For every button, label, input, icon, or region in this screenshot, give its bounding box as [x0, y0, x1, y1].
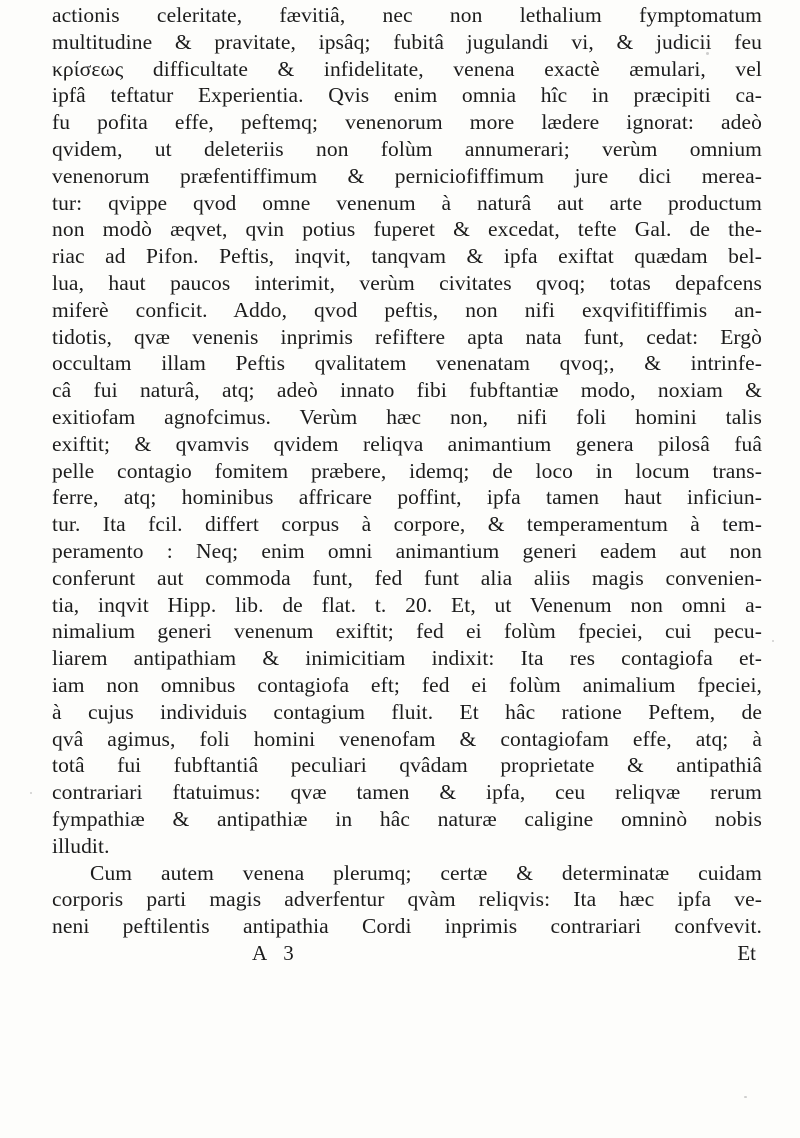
text-line: pelle contagio fomitem præbere, idemq; de loco in locum trans-	[52, 458, 762, 483]
text-line: peramento : Neq; enim omni animantium generi eadem aut non	[52, 538, 762, 563]
text-line: non modò æqvet, qvin potius fuperet & excedat, tefte Gal. de the-	[52, 217, 762, 242]
text-line: fympathiæ & antipathiæ in hâc naturæ caligine omninò nobis	[52, 806, 762, 831]
text-line: conferunt aut commoda funt, fed funt alia aliis magis convenien-	[52, 565, 762, 590]
paragraph-end-line: illudit.	[52, 833, 110, 858]
text-line: miferè conficit. Addo, qvod peftis, non nifi exqvifitiffimis an-	[52, 297, 762, 322]
text-line: totâ fui fubftantiâ peculiari qvâdam proprietate & antipathiâ	[52, 753, 762, 778]
text-line: fu pofita effe, peftemq; venenorum more lædere ignorat: adeò	[52, 110, 762, 135]
text-line: qvidem, ut deleteriis non folùm annumerari; verùm omnium	[52, 136, 762, 161]
text-line: corporis parti magis adverfentur qvàm reliqvis: Ita hæc ipfa ve-	[52, 887, 762, 912]
text-line: tur: qvippe qvod omne venenum à naturâ aut arte productum	[52, 190, 762, 215]
page-footer	[52, 940, 762, 966]
text-line: actionis celeritate, fævitiâ, nec non lethalium fymptomatum	[52, 3, 762, 27]
text-line: venenorum præfentiffimum & perniciofiffimum jure dici merea-	[52, 163, 762, 188]
text-line: lua, haut paucos interimit, verùm civitates qvoq; totas depafcens	[52, 270, 762, 295]
body-text	[52, 2, 762, 966]
paragraph-first-line: Cum autem venena plerumq; certæ & determinatæ cuidam	[90, 860, 762, 885]
text-line: exiftit; & qvamvis qvidem reliqva animantium genera pilosâ fuâ	[52, 431, 762, 456]
text-line: riac ad Pifon. Peftis, inqvit, tanqvam & ipfa exiftat quædam bel-	[52, 244, 762, 269]
text-line: qvâ agimus, foli homini venenofam & contagiofam effe, atq; à	[52, 726, 762, 751]
signature-mark: A 3	[252, 940, 300, 965]
text-line: tur. Ita fcil. differt corpus à corpore, & temperamentum à tem-	[52, 512, 762, 537]
text-line: neni peftilentis antipathia Cordi inprimis contrariari confvevit.	[52, 914, 762, 939]
text-line: liarem antipathiam & inimicitiam indixit: Ita res contagiofa et-	[52, 646, 762, 671]
paper-speck	[744, 1096, 747, 1098]
text-line: ipfâ teftatur Experientia. Qvis enim omnia hîc in præcipiti ca-	[52, 83, 762, 108]
text-line: à cujus individuis contagium fluit. Et hâc ratione Peftem, de	[52, 699, 762, 724]
paper-speck	[30, 792, 32, 794]
text-line: ferre, atq; hominibus affricare poffint, ipfa tamen haut inficiun-	[52, 485, 762, 510]
text-line: exitiofam agnofcimus. Verùm hæc non, nifi foli homini talis	[52, 404, 762, 429]
text-line: nimalium generi venenum exiftit; fed ei folùm fpeciei, cui pecu-	[52, 619, 762, 644]
text-line: contrariari ftatuimus: qvæ tamen & ipfa, ceu reliqvæ rerum	[52, 780, 762, 805]
text-line: tia, inqvit Hipp. lib. de flat. t. 20. Et, ut Venenum non omni a-	[52, 592, 762, 617]
text-line: tidotis, qvæ venenis inprimis refiftere apta nata funt, cedat: Ergò	[52, 324, 762, 349]
text-line: κρίσεως difficultate & infidelitate, venena exactè æmulari, vel	[52, 56, 762, 81]
text-line: occultam illam Peftis qvalitatem venenatam qvoq;, & intrinfe-	[52, 351, 762, 376]
catchword: Et	[737, 940, 756, 965]
text-line: câ fui naturâ, atq; adeò innato fibi fubftantiæ modo, noxiam &	[52, 378, 762, 403]
text-line: multitudine & pravitate, ipsâq; fubitâ jugulandi vi, & judicii feu	[52, 29, 762, 54]
paper-speck	[772, 640, 774, 642]
text-line: iam non omnibus contagiofa eft; fed ei folùm animalium fpeciei,	[52, 672, 762, 697]
